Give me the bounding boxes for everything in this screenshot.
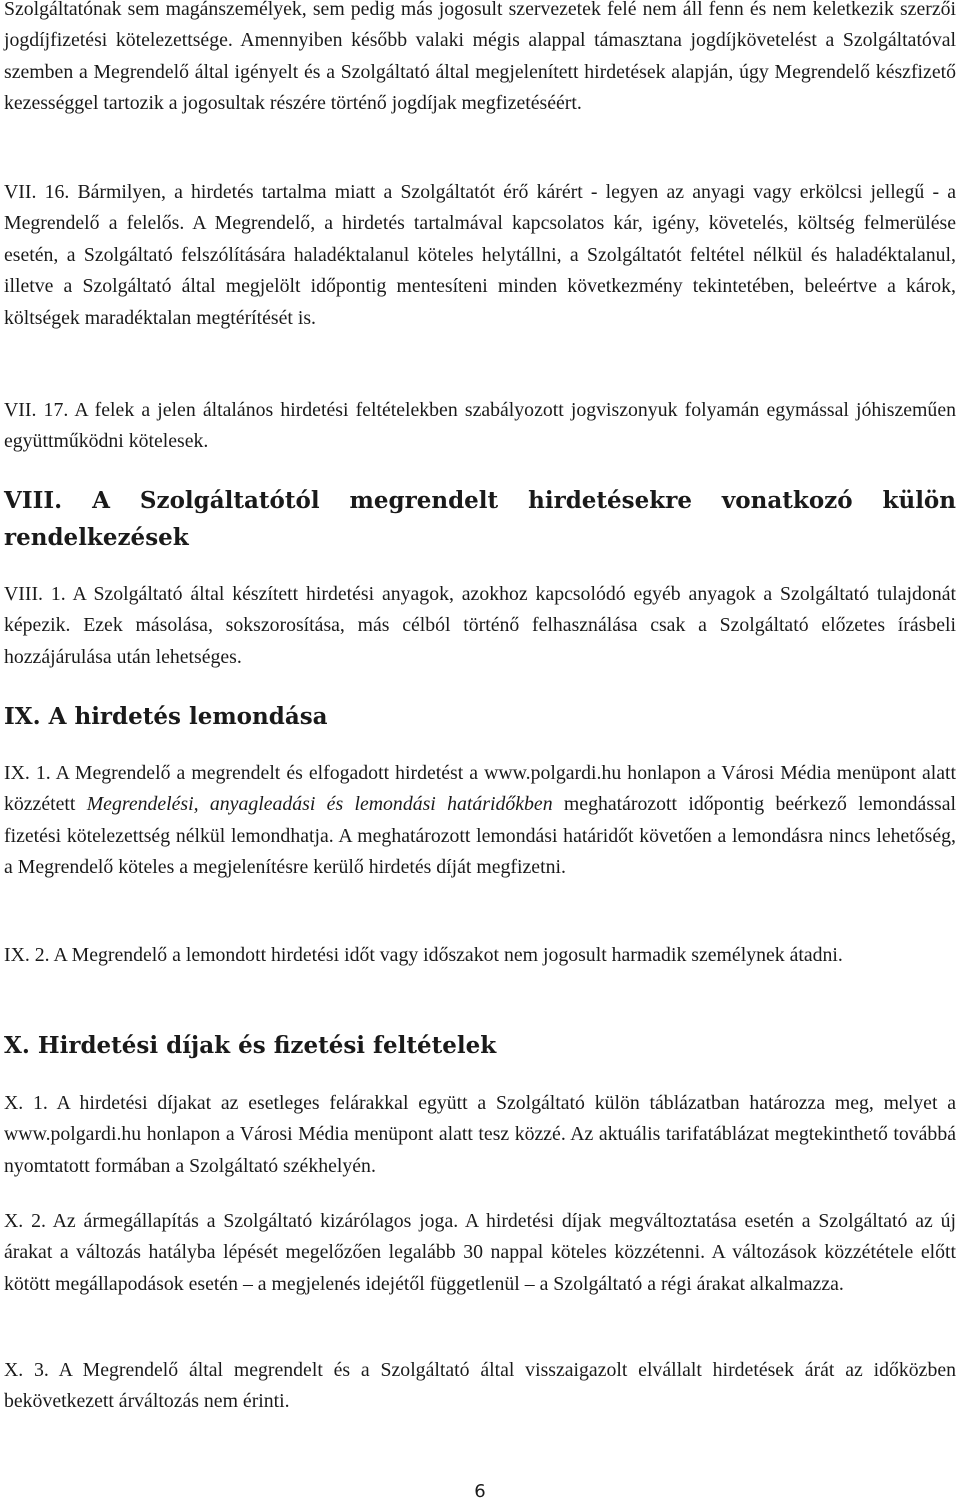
- paragraph-text: Az ármegállapítás a Szolgáltató kizárólagos joga. A hirdetési díjak megváltoztatása esetén a Szolgáltató az új árakat a változás hatályba lépését megelőzően legalább 30 nappal köteles közzétenni. A változások közzététele előtt kötött megállapodások esetén – a megjelenés idejétől függetlenül – a Szolgáltató a régi árakat alkalmazza.: [4, 1210, 957, 1295]
- paragraph-text: meghatározott időpontig beérkező lemondással fizetési kötelezettség nélkül lemondhatja. A meghatározott lemondási határidőt követően a lemondásra nincs lehetőség, a Megrendelő köteles a megjelenítésre kerülő hirdetés díját megfizetni.: [4, 793, 956, 879]
- paragraph-vii-17: [4, 395, 956, 458]
- paragraph-ix-2: [4, 940, 956, 971]
- section-number: X. 2.: [4, 1210, 46, 1232]
- paragraph-text: Szolgáltatónak sem magánszemélyek, sem pedig más jogosult szervezetek felé nem áll fenn és nem keletkezik szerzői jogdíjfizetési kötelezettsége. Amennyiben később valaki mégis alappal támasztana jogdíjkövetelést a Szolgáltatóval szemben a Megrendelő által igényelt és a Szolgáltató által megjelenített hirdetések alapján, úgy Megrendelő készfizető kezességgel tartozik a jogosultak részére történő jogdíjak megfizetéséért.: [4, 0, 956, 115]
- paragraph-text: A Szolgáltató által készített hirdetési anyagok, azokhoz kapcsolódó egyéb anyagok a Szolgáltató tulajdonát képezik. Ezek másolása, sokszorosítása, más célból történő felhasználása csak a Szolgáltató előzetes írásbeli hozzájárulása után lehetséges.: [4, 583, 956, 668]
- heading-viii: VIII. A Szolgáltatótól megrendelt hirdetésekre vonatkozó külön rendelkezések: [4, 487, 956, 551]
- paragraph-viii-1: [4, 579, 956, 673]
- paragraph-text: A felek a jelen általános hirdetési feltételekben szabályozott jogviszonyuk folyamán egymással jóhiszeműen együttműködni kötelesek.: [4, 399, 956, 453]
- section-number: IX. 1.: [4, 762, 51, 784]
- section-number: VIII. 1.: [4, 583, 66, 605]
- paragraph-ix-1: [4, 758, 956, 884]
- paragraph-x-3: [4, 1355, 956, 1418]
- paragraph-x-1: [4, 1088, 956, 1182]
- paragraph-text: A Megrendelő a megrendelt és elfogadott hirdetést a www.polgardi.hu honlapon a Városi Média menüpont alatt közzétett: [4, 762, 956, 816]
- paragraph-intro: [4, 0, 956, 120]
- paragraph-vii-16: [4, 177, 956, 334]
- deadline-document-title: Megrendelési, anyagleadási és lemondási határidőkben: [86, 793, 553, 816]
- section-number: VII. 17.: [4, 399, 69, 421]
- paragraph-x-2: [4, 1206, 956, 1300]
- section-number: X. 3.: [4, 1359, 49, 1381]
- paragraph-text: A Megrendelő a lemondott hirdetési időt vagy időszakot nem jogosult harmadik személynek átadni.: [49, 944, 843, 966]
- paragraph-text: Bármilyen, a hirdetés tartalma miatt a Szolgáltatót érő kárért - legyen az anyagi vagy erkölcsi jellegű - a Megrendelő a felelős. A Megrendelő, a hirdetés tartalmával kapcsolatos kár, igény, követelés, költség felmerülése esetén, a Szolgáltató felszólítására haladéktalanul köteles helytállni, a Szolgáltatót feltétel nélkül és haladéktalanul, illetve a Szolgáltató által megjelölt időpontig mentesíteni minden következmény tekintetében, beleértve a károk, költségek maradéktalan megtérítését is.: [4, 181, 956, 329]
- section-number: X. 1.: [4, 1092, 48, 1114]
- heading-ix: IX. A hirdetés lemondása: [4, 703, 328, 730]
- paragraph-text: A Megrendelő által megrendelt és a Szolgáltató által visszaigazolt elvállalt hirdetések árát az időközben bekövetkezett árváltozás nem érinti.: [4, 1359, 957, 1413]
- heading-x: X. Hirdetési díjak és fizetési feltételek: [4, 1032, 497, 1059]
- section-number: VII. 16.: [4, 181, 70, 203]
- paragraph-text: A hirdetési díjakat az esetleges felárakkal együtt a Szolgáltató külön táblázatban határozza meg, melyet a www.polgardi.hu honlapon a Városi Média menüpont alatt tesz közzé. Az aktuális tarifatáblázat megtekinthető továbbá nyomtatott formában a Szolgáltató székhelyén.: [4, 1092, 956, 1177]
- section-number: IX. 2.: [4, 944, 50, 966]
- page-number: 6: [474, 1481, 486, 1502]
